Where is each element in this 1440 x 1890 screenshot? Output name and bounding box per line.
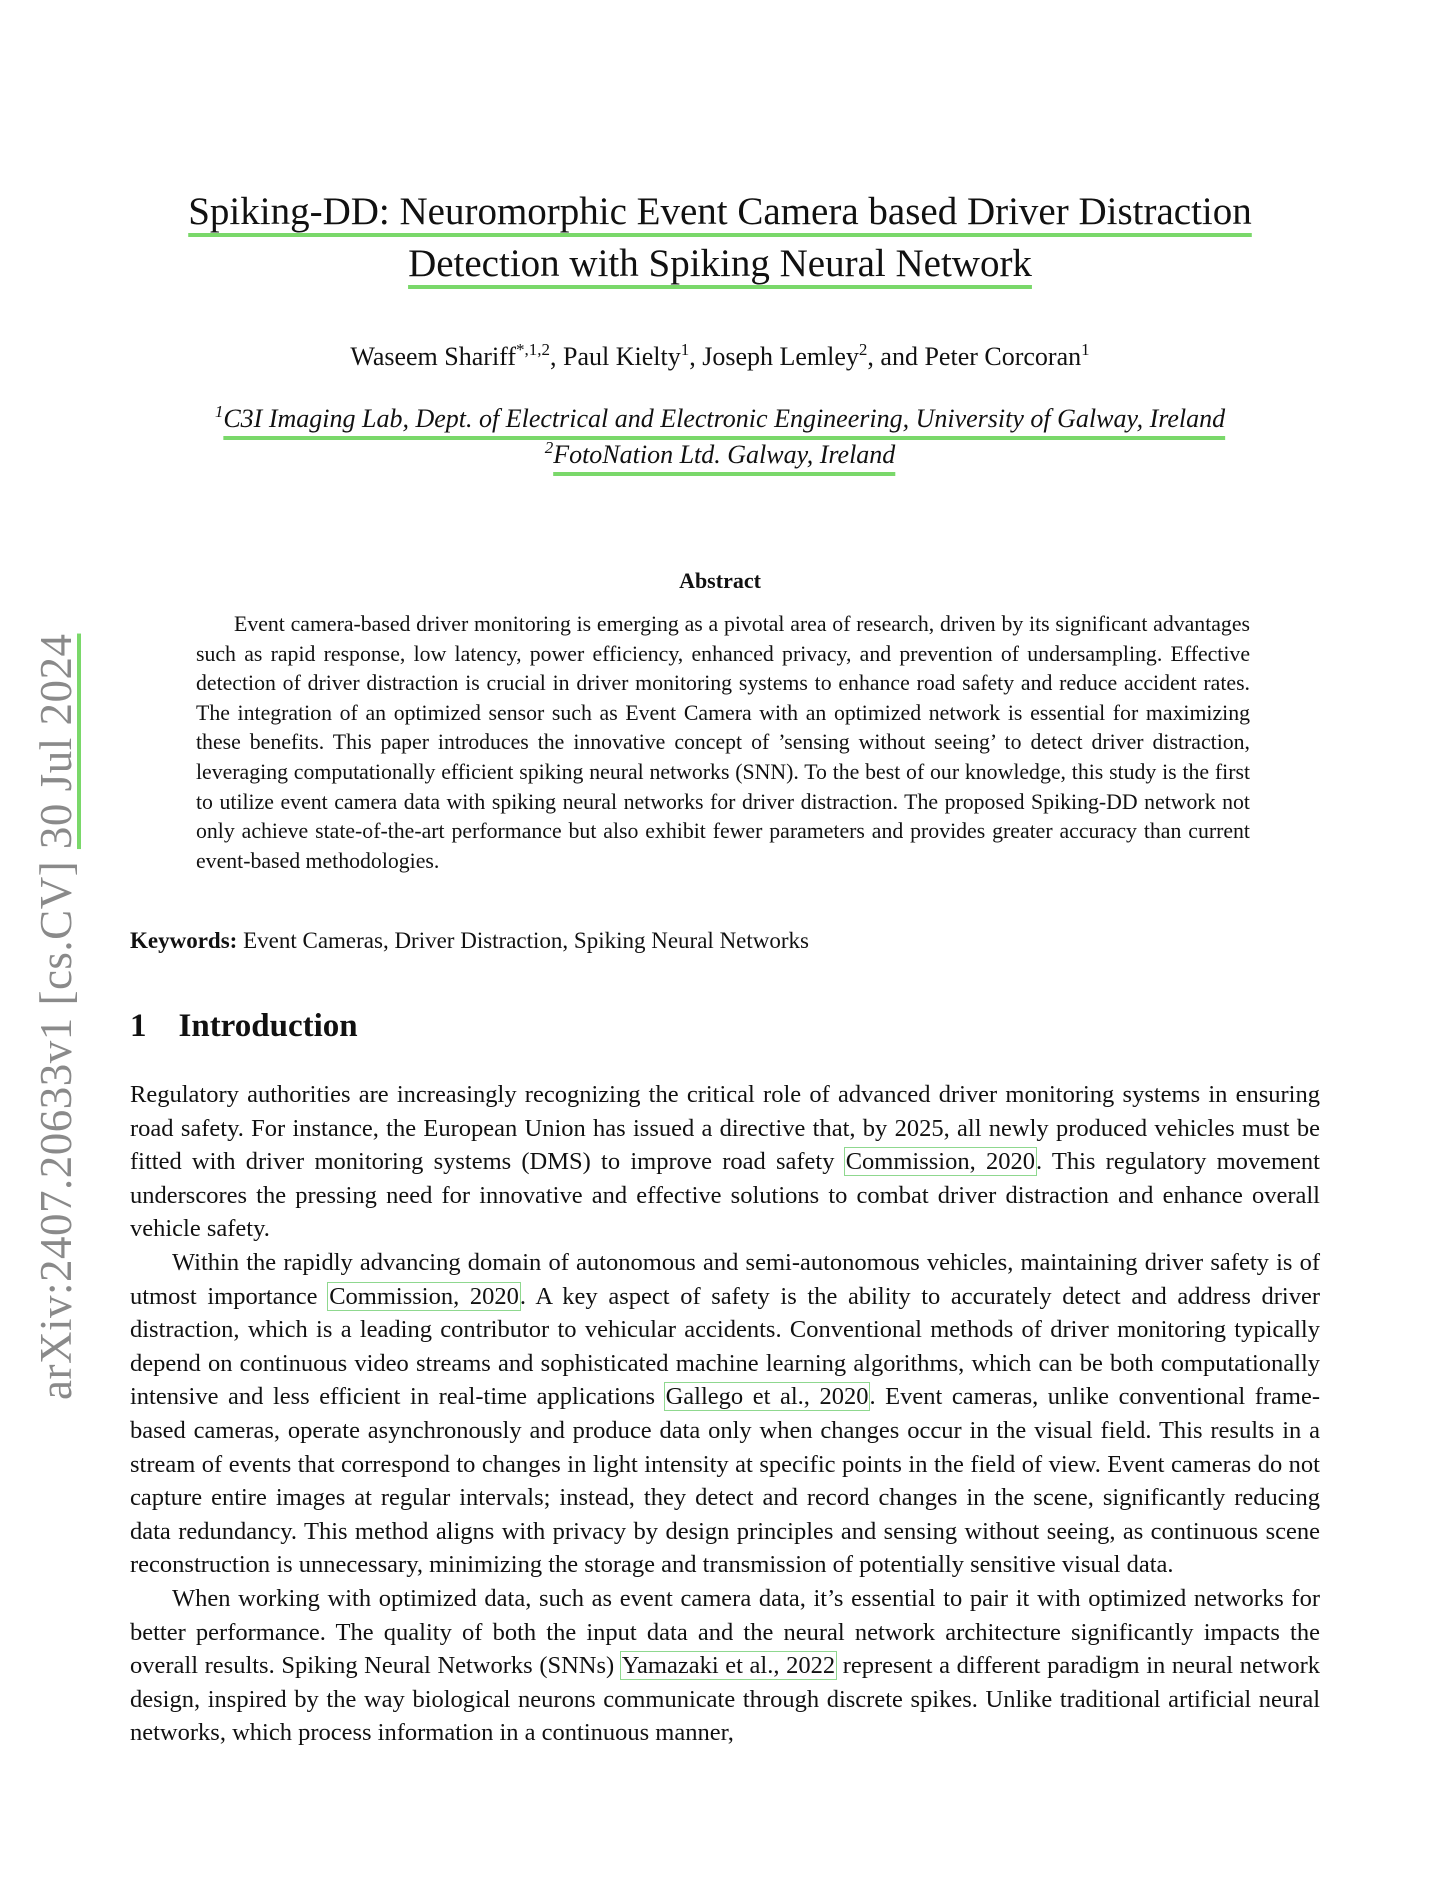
citation-link[interactable]: Commission, 2020: [845, 1148, 1035, 1176]
affiliation-1: [0, 404, 1440, 434]
author-name: Joseph Lemley: [702, 342, 859, 371]
author-separator: ,: [689, 342, 703, 371]
citation-link[interactable]: Gallego et al., 2020: [665, 1383, 869, 1411]
section-number: 1: [130, 1008, 147, 1044]
author-name: Peter Corcoran: [924, 342, 1082, 371]
affiliation-text: C3I Imaging Lab, Dept. of Electrical and Electronic Engineering, University of Galway, Ireland: [223, 404, 1226, 433]
author-affiliation-marker: 1: [1081, 340, 1090, 359]
paper-title: [0, 186, 1440, 290]
paragraph-text: Within the rapidly advancing domain of autonomous and semi-autonomous vehicles, maintaining driver safety is of utmost importance: [130, 1248, 1320, 1310]
author-affiliation-marker: 2: [858, 340, 868, 359]
paragraph: [130, 1246, 1320, 1582]
arxiv-date: 30 Jul 2024: [31, 633, 81, 850]
arxiv-sidebar-stamp: [30, 540, 81, 1400]
citation-link[interactable]: Yamazaki et al., 2022: [621, 1652, 836, 1680]
affiliation-number: 2: [544, 438, 554, 457]
paragraph-text: represent a different paradigm in neural network design, inspired by the way biological neurons communicate through discrete spikes. Unlike traditional artificial neural networks, which process information in a continuous manner,: [130, 1652, 1320, 1747]
paragraph: [130, 1078, 1320, 1246]
author-affiliation-marker: 1: [680, 340, 690, 359]
keywords-text: Event Cameras, Driver Distraction, Spiking Neural Networks: [243, 928, 809, 953]
paragraph-text: . Event cameras, unlike conventional frame-based cameras, operate asynchronously and produce data only when changes occur in the visual field. This results in a stream of events that correspond to changes in light intensity at specific points in the field of view. Event cameras do not capture entire images at regular intervals; instead, they detect and record changes in the scene, significantly reducing data redundancy. This method aligns with privacy by design principles and sensing without seeing, as continuous scene reconstruction is unnecessary, minimizing the storage and transmission of potentially sensitive visual data.: [130, 1383, 1320, 1579]
author-separator: , and: [867, 342, 925, 371]
abstract-heading: Abstract: [679, 568, 761, 593]
author-list: [0, 342, 1440, 372]
abstract-body: Event camera-based driver monitoring is emerging as a pivotal area of research, driven by its significant advantages such as rapid response, low latency, power efficiency, enhanced privacy, and prevention of undersampling. Effective detection of driver distraction is crucial in driver monitoring systems to enhance road safety and reduce accident rates. The integration of an optimized sensor such as Event Camera with an optimized network is essential for maximizing these benefits. This paper introduces the innovative concept of ’sensing without seeing’ to detect driver distraction, leveraging computationally efficient spiking neural networks (SNN). To the best of our knowledge, this study is the first to utilize event camera data with spiking neural networks for driver distraction. The proposed Spiking-DD network not only achieve state-of-the-art performance but also exhibit fewer parameters and provides greater accuracy than current event-based methodologies.: [196, 612, 1250, 873]
citation-link[interactable]: Commission, 2020: [329, 1282, 519, 1310]
keywords-line: [130, 928, 1320, 954]
title-line-2: Detection with Spiking Neural Network: [408, 242, 1032, 285]
paragraph-text: When working with optimized data, such as event camera data, it’s essential to pair it with optimized networks for better performance. The quality of both the input data and the neural network architecture significantly impacts the overall results. Spiking Neural Networks (SNNs): [130, 1584, 1320, 1680]
section-title: Introduction: [178, 1008, 358, 1044]
author-name: Paul Kielty: [563, 342, 681, 371]
author-separator: ,: [550, 342, 564, 371]
paragraph-text: Regulatory authorities are increasingly recognizing the critical role of advanced driver monitoring systems in ensuring road safety. For instance, the European Union has issued a directive that, by 2025, all newly produced vehicles must be fitted with driver monitoring systems (DMS) to improve road safety: [130, 1081, 1320, 1176]
paragraph: [130, 1582, 1320, 1750]
title-line-1: Spiking-DD: Neuromorphic Event Camera based Driver Distraction: [188, 190, 1252, 233]
paragraph-text: . A key aspect of safety is the ability to accurately detect and address driver distraction, which is a leading contributor to vehicular accidents. Conventional methods of driver monitoring typically depend on continuous video streams and sophisticated machine learning algorithms, which can be both computationally intensive and less efficient in real-time applications: [130, 1282, 1320, 1411]
author-name: Waseem Shariff: [350, 342, 517, 371]
affiliation-2: [0, 440, 1440, 470]
affiliation-text: FotoNation Ltd. Galway, Ireland: [553, 440, 896, 469]
author-affiliation-marker: *,1,2: [516, 340, 551, 359]
section-heading: [130, 1008, 358, 1045]
keywords-label: Keywords:: [130, 928, 238, 953]
affiliation-number: 1: [214, 402, 224, 421]
arxiv-id: arXiv:2407.20633v1 [cs.CV]: [31, 849, 81, 1400]
introduction-body: [130, 1078, 1320, 1750]
paragraph-text: . This regulatory movement underscores the pressing need for innovative and effective solutions to combat driver distraction and enhance overall vehicle safety.: [130, 1148, 1320, 1243]
